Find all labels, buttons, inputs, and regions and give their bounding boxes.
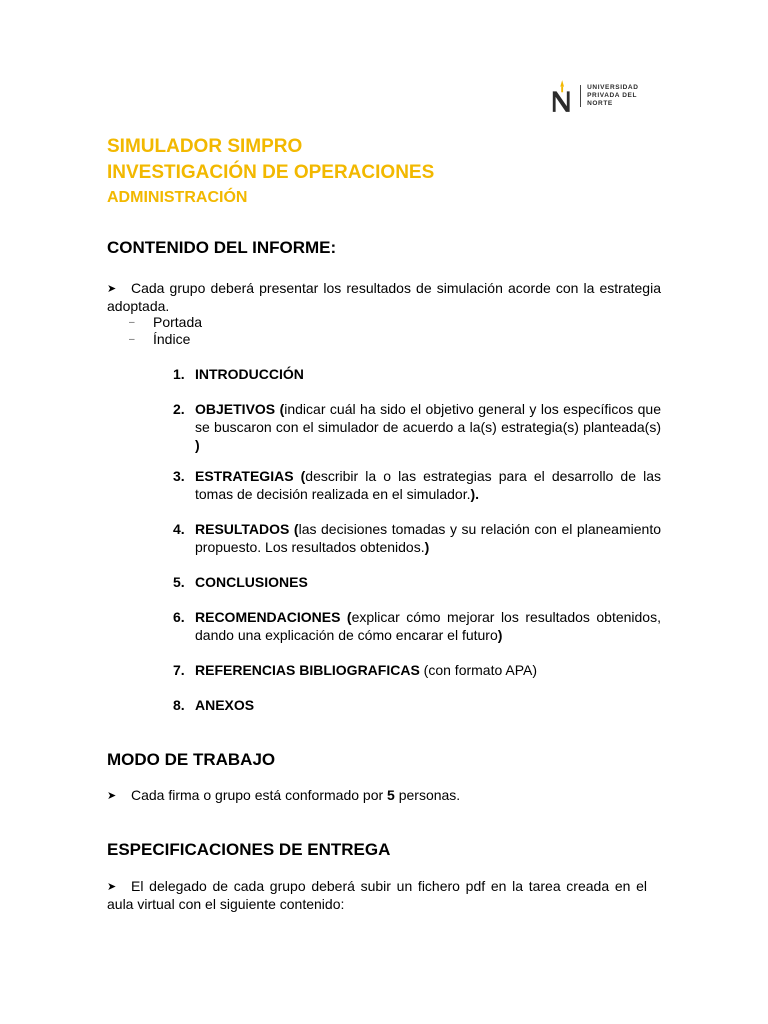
dash-bullet-icon: – [129, 334, 135, 345]
list-item: 6. RECOMENDACIONES (explicar cómo mejorar los resultados obtenidos, dando una explicación de cómo encarar el futuro) [173, 609, 661, 643]
list-item: 4. RESULTADOS (las decisiones tomadas y su relación con el planeamiento propuesto. Los resultados obtenidos.) [173, 521, 661, 555]
entrega-text: ➤ El delegado de cada grupo deberá subir un fichero pdf en la tarea creada en el aula virtual con el siguiente contenido: [107, 878, 647, 912]
list-item: 3. ESTRATEGIAS (describir la o las estrategias para el desarrollo de las tomas de decisión realizada en el simulador.). [173, 468, 662, 502]
dash-bullet-icon: – [129, 317, 135, 328]
document-subtitle: INVESTIGACIÓN DE OPERACIONES [107, 162, 435, 183]
logo-text: UNIVERSIDAD PRIVADA DEL NORTE [587, 84, 639, 107]
arrow-bullet-icon: ➤ [107, 283, 117, 295]
list-item: 2. OBJETIVOS (indicar cuál ha sido el objetivo general y los específicos que se buscaron con el simulador de acuerdo a la(s) estrategia(s) planteada(s) ) [173, 401, 662, 453]
list-item: 7. REFERENCIAS BIBLIOGRAFICAS (con formato APA) [173, 662, 538, 678]
arrow-bullet-icon: ➤ [107, 790, 117, 802]
university-logo [550, 76, 660, 116]
list-item: – Índice [129, 331, 191, 347]
list-item: 8. ANEXOS [173, 697, 255, 713]
list-item: 5. CONCLUSIONES [173, 574, 308, 590]
modo-heading: MODO DE TRABAJO [107, 750, 276, 769]
document-program: ADMINISTRACIÓN [107, 189, 248, 206]
list-item: 1. INTRODUCCIÓN [173, 366, 304, 382]
list-item: – Portada [129, 314, 203, 330]
modo-text: ➤ Cada firma o grupo está conformado por 5 personas. [107, 787, 461, 803]
logo-separator [580, 85, 581, 107]
entrega-heading: ESPECIFICACIONES DE ENTREGA [107, 840, 391, 859]
contenido-heading: CONTENIDO DEL INFORME: [107, 238, 337, 257]
contenido-intro: ➤ Cada grupo deberá presentar los resultados de simulación acorde con la estrategia adoptada. [107, 280, 661, 314]
upn-logo-icon [550, 77, 576, 115]
arrow-bullet-icon: ➤ [107, 881, 117, 893]
document-title: SIMULADOR SIMPRO [107, 136, 303, 157]
